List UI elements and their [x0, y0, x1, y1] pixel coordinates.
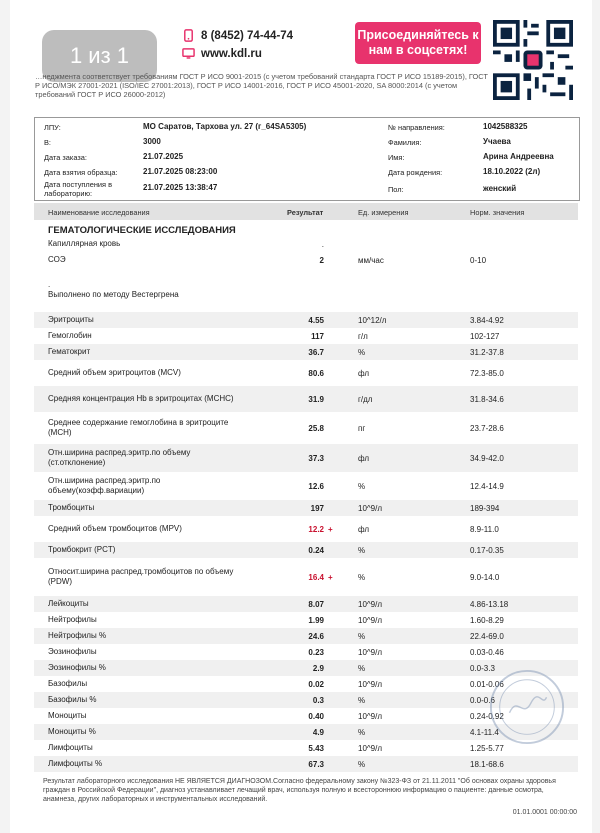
sample-date-value: 21.07.2025 08:23:00 [143, 167, 218, 176]
table-row [34, 360, 578, 386]
sex-value: женский [483, 184, 517, 193]
table-row [34, 596, 578, 612]
test-unit: г/л [358, 331, 368, 341]
test-norm: 0.17-0.35 [470, 545, 504, 555]
test-result: 80.6 [308, 368, 324, 378]
footer-code: 01.01.0001 00:00:00 [512, 809, 577, 816]
birth-label: Дата рождения: [388, 168, 443, 177]
page-counter-badge: 1 из 1 [42, 30, 157, 82]
patient-info-box [34, 117, 580, 201]
test-result: . [321, 239, 324, 249]
test-norm: 4.86-13.18 [470, 599, 509, 609]
test-norm: 0.01-0.06 [470, 679, 504, 689]
test-name: Базофилы [48, 679, 88, 688]
test-norm: 0.0-0.6 [470, 695, 495, 705]
table-row [34, 558, 578, 596]
test-result: 1.99 [308, 615, 324, 625]
test-unit: г/дл [358, 394, 373, 404]
referral-value: 1042588325 [483, 122, 528, 131]
table-row [34, 344, 578, 360]
lpu-label: ЛПУ: [44, 123, 61, 132]
test-unit: 10^9/л [358, 743, 382, 753]
test-name: Средняя концентрация Hb в эритроцитах (MCHC) [48, 394, 234, 403]
test-name: Отн.ширина распред.эритр.по объему (ст.отклонение) [48, 448, 191, 467]
arrival-value: 21.07.2025 13:38:47 [143, 183, 218, 192]
test-result: 25.8 [308, 423, 324, 433]
test-result: 0.40 [308, 711, 324, 721]
test-result: 0.23 [308, 647, 324, 657]
test-name: Отн.ширина распред.эритр.по объему(коэфф.вариации) [48, 476, 161, 495]
test-result: 24.6 [308, 631, 324, 641]
test-unit: % [358, 481, 366, 491]
test-name: Моноциты % [48, 727, 96, 736]
test-unit: % [358, 545, 366, 555]
sample-date-label: Дата взятия образца: [44, 168, 118, 177]
test-result: 31.9 [308, 394, 324, 404]
table-row [34, 236, 578, 252]
test-name: Моноциты [48, 711, 87, 720]
test-result: 2 [319, 255, 324, 265]
test-norm: 8.9-11.0 [470, 524, 499, 534]
test-result: 117 [311, 331, 324, 341]
test-unit: % [358, 727, 366, 737]
test-name: Гематокрит [48, 347, 91, 356]
test-norm: 1.25-5.77 [470, 743, 504, 753]
test-result: 4.55 [308, 315, 324, 325]
test-unit: 10^9/л [358, 711, 382, 721]
table-row [34, 542, 578, 558]
table-row [34, 386, 578, 412]
test-result: 0.02 [308, 679, 324, 689]
arrival-label: Дата поступления в лабораторию: [44, 180, 113, 198]
results-table-header [34, 203, 578, 220]
table-row [34, 312, 578, 328]
monitor-icon [182, 47, 195, 60]
test-norm: 12.4-14.9 [470, 481, 504, 491]
table-row [34, 500, 578, 516]
test-unit: % [358, 572, 366, 582]
table-row [34, 644, 578, 660]
table-row [34, 516, 578, 542]
phone-icon [182, 29, 195, 42]
sex-label: Пол: [388, 185, 404, 194]
test-unit: % [358, 663, 366, 673]
col-result-header: Результат [287, 208, 324, 217]
test-result: 12.2 [308, 524, 324, 534]
test-norm: 0-10 [470, 255, 487, 265]
surname-label: Фамилия: [388, 138, 422, 147]
table-row [34, 444, 578, 472]
test-result: 0.24 [308, 545, 324, 555]
test-name: Капиллярная кровь [48, 239, 121, 248]
test-unit: 10^12/л [358, 315, 387, 325]
site-link[interactable] [182, 47, 262, 60]
lab-stamp-icon [488, 668, 566, 746]
test-norm: 18.1-68.6 [470, 759, 504, 769]
test-unit: мм/час [358, 255, 384, 265]
table-row [34, 612, 578, 628]
test-norm: 0.0-3.3 [470, 663, 495, 673]
test-unit: 10^9/л [358, 503, 382, 513]
test-result [274, 268, 324, 312]
test-norm: 0.24-0.92 [470, 711, 504, 721]
site-url: www.kdl.ru [201, 47, 262, 60]
test-name: Лимфоциты [48, 743, 93, 752]
col-name-header: Наименование исследования [48, 208, 150, 217]
test-result: 0.3 [312, 695, 324, 705]
table-row [34, 472, 578, 500]
test-result: 36.7 [308, 347, 324, 357]
abnormal-flag: + [328, 572, 333, 582]
test-unit: % [358, 631, 366, 641]
test-norm: 31.8-34.6 [470, 394, 504, 404]
test-norm: 22.4-69.0 [470, 631, 504, 641]
table-row [34, 412, 578, 444]
test-name: Эозинофилы % [48, 663, 106, 672]
test-norm: 3.84-4.92 [470, 315, 504, 325]
v-label: В: [44, 138, 51, 147]
test-result: 12.6 [308, 481, 324, 491]
test-norm: 34.9-42.0 [470, 453, 504, 463]
test-name: Относит.ширина распред.тромбоцитов по объему (PDW) [48, 567, 234, 586]
table-row [34, 252, 578, 268]
test-unit: фл [358, 453, 370, 463]
table-row [34, 756, 578, 772]
test-result: 67.3 [308, 759, 324, 769]
name-value: Арина Андреевна [483, 152, 554, 161]
test-norm: 31.2-37.8 [470, 347, 504, 357]
test-norm: 72.3-85.0 [470, 368, 504, 378]
test-name: Тромбокрит (PCT) [48, 545, 116, 554]
abnormal-flag: + [328, 524, 333, 534]
order-date-value: 21.07.2025 [143, 152, 184, 161]
test-norm: 9.0-14.0 [470, 572, 500, 582]
test-norm: 102-127 [470, 331, 500, 341]
test-name: Эритроциты [48, 315, 94, 324]
test-result: 197 [310, 503, 324, 513]
test-result: 5.43 [308, 743, 324, 753]
test-unit: 10^9/л [358, 615, 382, 625]
test-name: СОЭ [48, 255, 66, 264]
test-result: 8.07 [308, 599, 324, 609]
test-result: 2.9 [312, 663, 324, 673]
surname-value: Учаева [483, 137, 511, 146]
birth-value: 18.10.2022 (2л) [483, 167, 541, 176]
test-name: Нейтрофилы % [48, 631, 107, 640]
test-unit: 10^9/л [358, 647, 382, 657]
test-name: . Выполнено по методу Вестергрена [48, 280, 179, 299]
test-unit: 10^9/л [358, 679, 382, 689]
test-name: Эозинофилы [48, 647, 97, 656]
test-unit: фл [358, 524, 370, 534]
test-unit: фл [358, 368, 370, 378]
test-name: Средний объем тромбоцитов (MPV) [48, 524, 182, 533]
test-norm: 4.1-11.4 [470, 727, 499, 737]
test-name: Среднее содержание гемоглобина в эритроците (MCH) [48, 418, 229, 437]
test-norm: 0.03-0.46 [470, 647, 504, 657]
test-unit: пг [358, 423, 366, 433]
test-unit: % [358, 695, 366, 705]
test-name: Лимфоциты % [48, 759, 103, 768]
test-unit: % [358, 759, 366, 769]
qr-code-icon[interactable] [493, 20, 573, 100]
col-norm-header: Норм. значения [470, 208, 525, 217]
test-name: Нейтрофилы [48, 615, 97, 624]
lpu-value: МО Саратов, Тархова ул. 27 (г_64SA5305) [143, 122, 307, 131]
test-norm: 1.60-8.29 [470, 615, 504, 625]
order-date-label: Дата заказа: [44, 153, 87, 162]
certificates-text: …неджмента соответствует требованиям ГОСТ Р ИСО 9001-2015 (с учетом требований стандарта ГОСТ Р ИСО 15189-2015), ГОСТ Р ИСО/МЭК 27001-2021 (ISO/IEC 27001:2013), ГОСТ Р ИСО 14001-2016, ГОСТ Р ИСО 45001-2020, SA 8000:2014 (с учетом требований ГОСТ Р ИСО 26000-2012) [35, 72, 488, 99]
table-row [34, 328, 578, 344]
test-name: Средний объем эритроцитов (MCV) [48, 368, 181, 377]
table-row [34, 268, 578, 312]
phone-contact[interactable] [182, 29, 293, 42]
test-name: Лейкоциты [48, 599, 89, 608]
test-name: Гемоглобин [48, 331, 92, 340]
test-result: 16.4 [308, 572, 324, 582]
social-banner[interactable]: Присоединяйтесь к нам в соцсетях! [355, 22, 481, 64]
test-unit: 10^9/л [358, 599, 382, 609]
test-name: Тромбоциты [48, 503, 95, 512]
col-unit-header: Ед. измерения [358, 208, 409, 217]
table-row [34, 628, 578, 644]
test-unit: % [358, 347, 366, 357]
test-norm: 23.7-28.6 [470, 423, 504, 433]
test-result: 37.3 [308, 453, 324, 463]
disclaimer-text: Результат лабораторного исследования НЕ ЯВЛЯЕТСЯ ДИАГНОЗОМ.Согласно федеральному закону №323-ФЗ от 21.11.2011 "Об основах охраны здоровья граждан в Российской Федерации", диагноз устанавливает лечащий врач, используя полную и всестороннюю информацию о пациенте: данные осмотра, анамнеза, других лабораторных и инструментальных исследований. [43, 778, 556, 803]
lab-report-page [10, 0, 592, 833]
test-norm: 189-394 [470, 503, 500, 513]
section-title: ГЕМАТОЛОГИЧЕСКИЕ ИССЛЕДОВАНИЯ [48, 225, 236, 236]
name-label: Имя: [388, 153, 405, 162]
phone-number: 8 (8452) 74-44-74 [201, 29, 294, 42]
v-value: 3000 [143, 137, 161, 146]
referral-label: № направления: [388, 123, 445, 132]
test-name: Базофилы % [48, 695, 97, 704]
test-result: 4.9 [312, 727, 324, 737]
